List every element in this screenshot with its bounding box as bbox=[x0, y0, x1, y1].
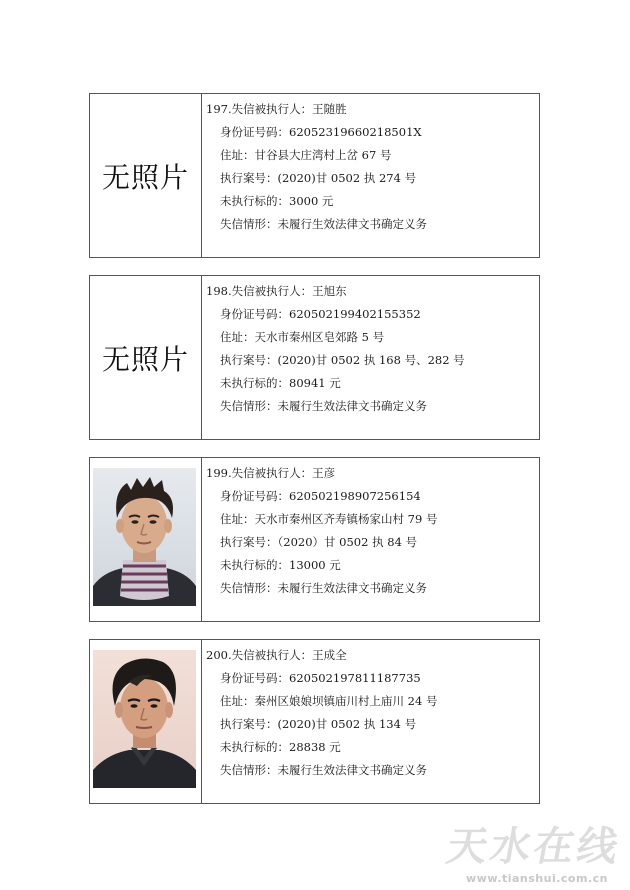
info-cell bbox=[202, 276, 539, 439]
address: 住址：甘谷县大庄湾村上岔 67 号 bbox=[220, 148, 392, 162]
unexecuted-amount: 未执行标的：13000 元 bbox=[220, 558, 341, 572]
case-number: 执行案号：（2020）甘 0502 执 84 号 bbox=[220, 535, 418, 549]
unexecuted-amount: 未执行标的：80941 元 bbox=[220, 376, 341, 390]
record-197 bbox=[89, 93, 540, 258]
unexecuted-amount: 未执行标的：28838 元 bbox=[220, 740, 341, 754]
record-199 bbox=[89, 457, 540, 622]
person-photo bbox=[93, 650, 196, 788]
watermark-url: www.tianshui.com.cn bbox=[466, 872, 608, 885]
info-cell bbox=[202, 458, 539, 621]
info-cell bbox=[202, 640, 539, 803]
photo-cell bbox=[90, 276, 202, 439]
address: 住址：天水市秦州区齐寿镇杨家山村 79 号 bbox=[220, 512, 438, 526]
default-situation: 失信情形：未履行生效法律文书确定义务 bbox=[220, 217, 427, 231]
unexecuted-amount: 未执行标的：3000 元 bbox=[220, 194, 334, 208]
record-header: 198.失信被执行人：王旭东 bbox=[206, 284, 347, 298]
id-number: 身份证号码：620523196602185​01X bbox=[220, 125, 422, 139]
watermark-char: 线 bbox=[573, 823, 622, 870]
watermark-char: 天 bbox=[443, 823, 492, 870]
no-photo-label: 无照片 bbox=[101, 342, 189, 376]
record-header: 199.失信被执行人：王彦 bbox=[206, 466, 336, 480]
address: 住址：天水市秦州区皂郊路 5 号 bbox=[220, 330, 385, 344]
record-header: 200.失信被执行人：王成全 bbox=[206, 648, 347, 662]
id-number: 身份证号码：620502198907256154 bbox=[220, 489, 421, 503]
default-situation: 失信情形：未履行生效法律文书确定义务 bbox=[220, 581, 427, 595]
id-number: 身份证号码：620502199402155352 bbox=[220, 307, 421, 321]
photo-cell bbox=[90, 640, 202, 803]
info-cell bbox=[202, 94, 539, 257]
default-situation: 失信情形：未履行生效法律文书确定义务 bbox=[220, 399, 427, 413]
person-photo bbox=[93, 468, 196, 606]
record-200 bbox=[89, 639, 540, 804]
no-photo-label: 无照片 bbox=[101, 160, 189, 194]
case-number: 执行案号：(2020)甘 0502 执 168 号、282 号 bbox=[220, 353, 465, 367]
watermark-logo bbox=[444, 818, 623, 868]
id-number: 身份证号码：620502197811187735 bbox=[220, 671, 421, 685]
record-header: 197.失信被执行人：王随胜 bbox=[206, 102, 347, 116]
address: 住址：秦州区娘娘坝镇庙川村上庙川 24 号 bbox=[220, 694, 438, 708]
record-198 bbox=[89, 275, 540, 440]
photo-cell bbox=[90, 458, 202, 621]
case-number: 执行案号：(2020)甘 0502 执 274 号 bbox=[220, 171, 417, 185]
watermark-char: 水 bbox=[486, 823, 535, 870]
photo-cell bbox=[90, 94, 202, 257]
case-number: 执行案号：(2020)甘 0502 执 134 号 bbox=[220, 717, 417, 731]
default-situation: 失信情形：未履行生效法律文书确定义务 bbox=[220, 763, 427, 777]
watermark-char: 在 bbox=[529, 823, 579, 870]
